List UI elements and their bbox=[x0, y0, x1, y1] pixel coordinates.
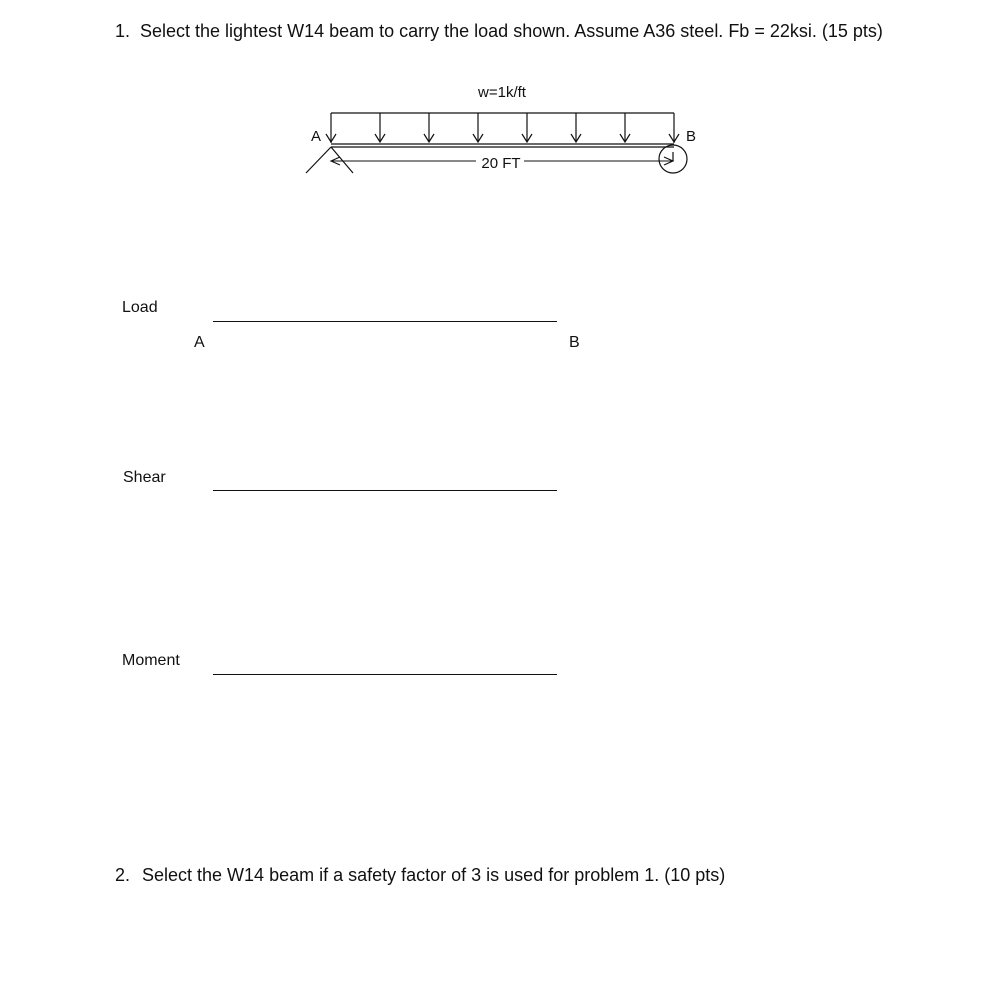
problem-2-number: 2. bbox=[115, 865, 131, 885]
pin-support-icon bbox=[306, 147, 353, 173]
support-a-label: A bbox=[311, 128, 322, 145]
support-b-label: B bbox=[686, 128, 697, 145]
end-b-label: B bbox=[569, 334, 580, 351]
shear-diagram-label: Shear bbox=[123, 469, 166, 486]
moment-diagram-label: Moment bbox=[122, 652, 180, 669]
problem-1-text: Select the lightest W14 beam to carry the load shown. Assume A36 steel. Fb = 22ksi. (15 pts) bbox=[140, 21, 883, 41]
end-a-label: A bbox=[194, 334, 205, 351]
shear-diagram-line[interactable] bbox=[213, 490, 557, 491]
distributed-load bbox=[326, 113, 679, 143]
beam-diagram bbox=[0, 0, 1002, 200]
load-arrows bbox=[326, 113, 679, 142]
problem-2-text: Select the W14 beam if a safety factor of 3 is used for problem 1. (10 pts) bbox=[142, 865, 726, 885]
load-diagram-line[interactable] bbox=[213, 321, 557, 322]
load-diagram-label: Load bbox=[122, 299, 158, 316]
roller-support-icon bbox=[659, 145, 687, 173]
beam bbox=[331, 144, 674, 147]
span-label: 20 FT bbox=[481, 155, 521, 172]
moment-diagram-line[interactable] bbox=[213, 674, 557, 675]
load-label: w=1k/ft bbox=[478, 84, 526, 101]
problem-1-number: 1. bbox=[115, 21, 131, 41]
